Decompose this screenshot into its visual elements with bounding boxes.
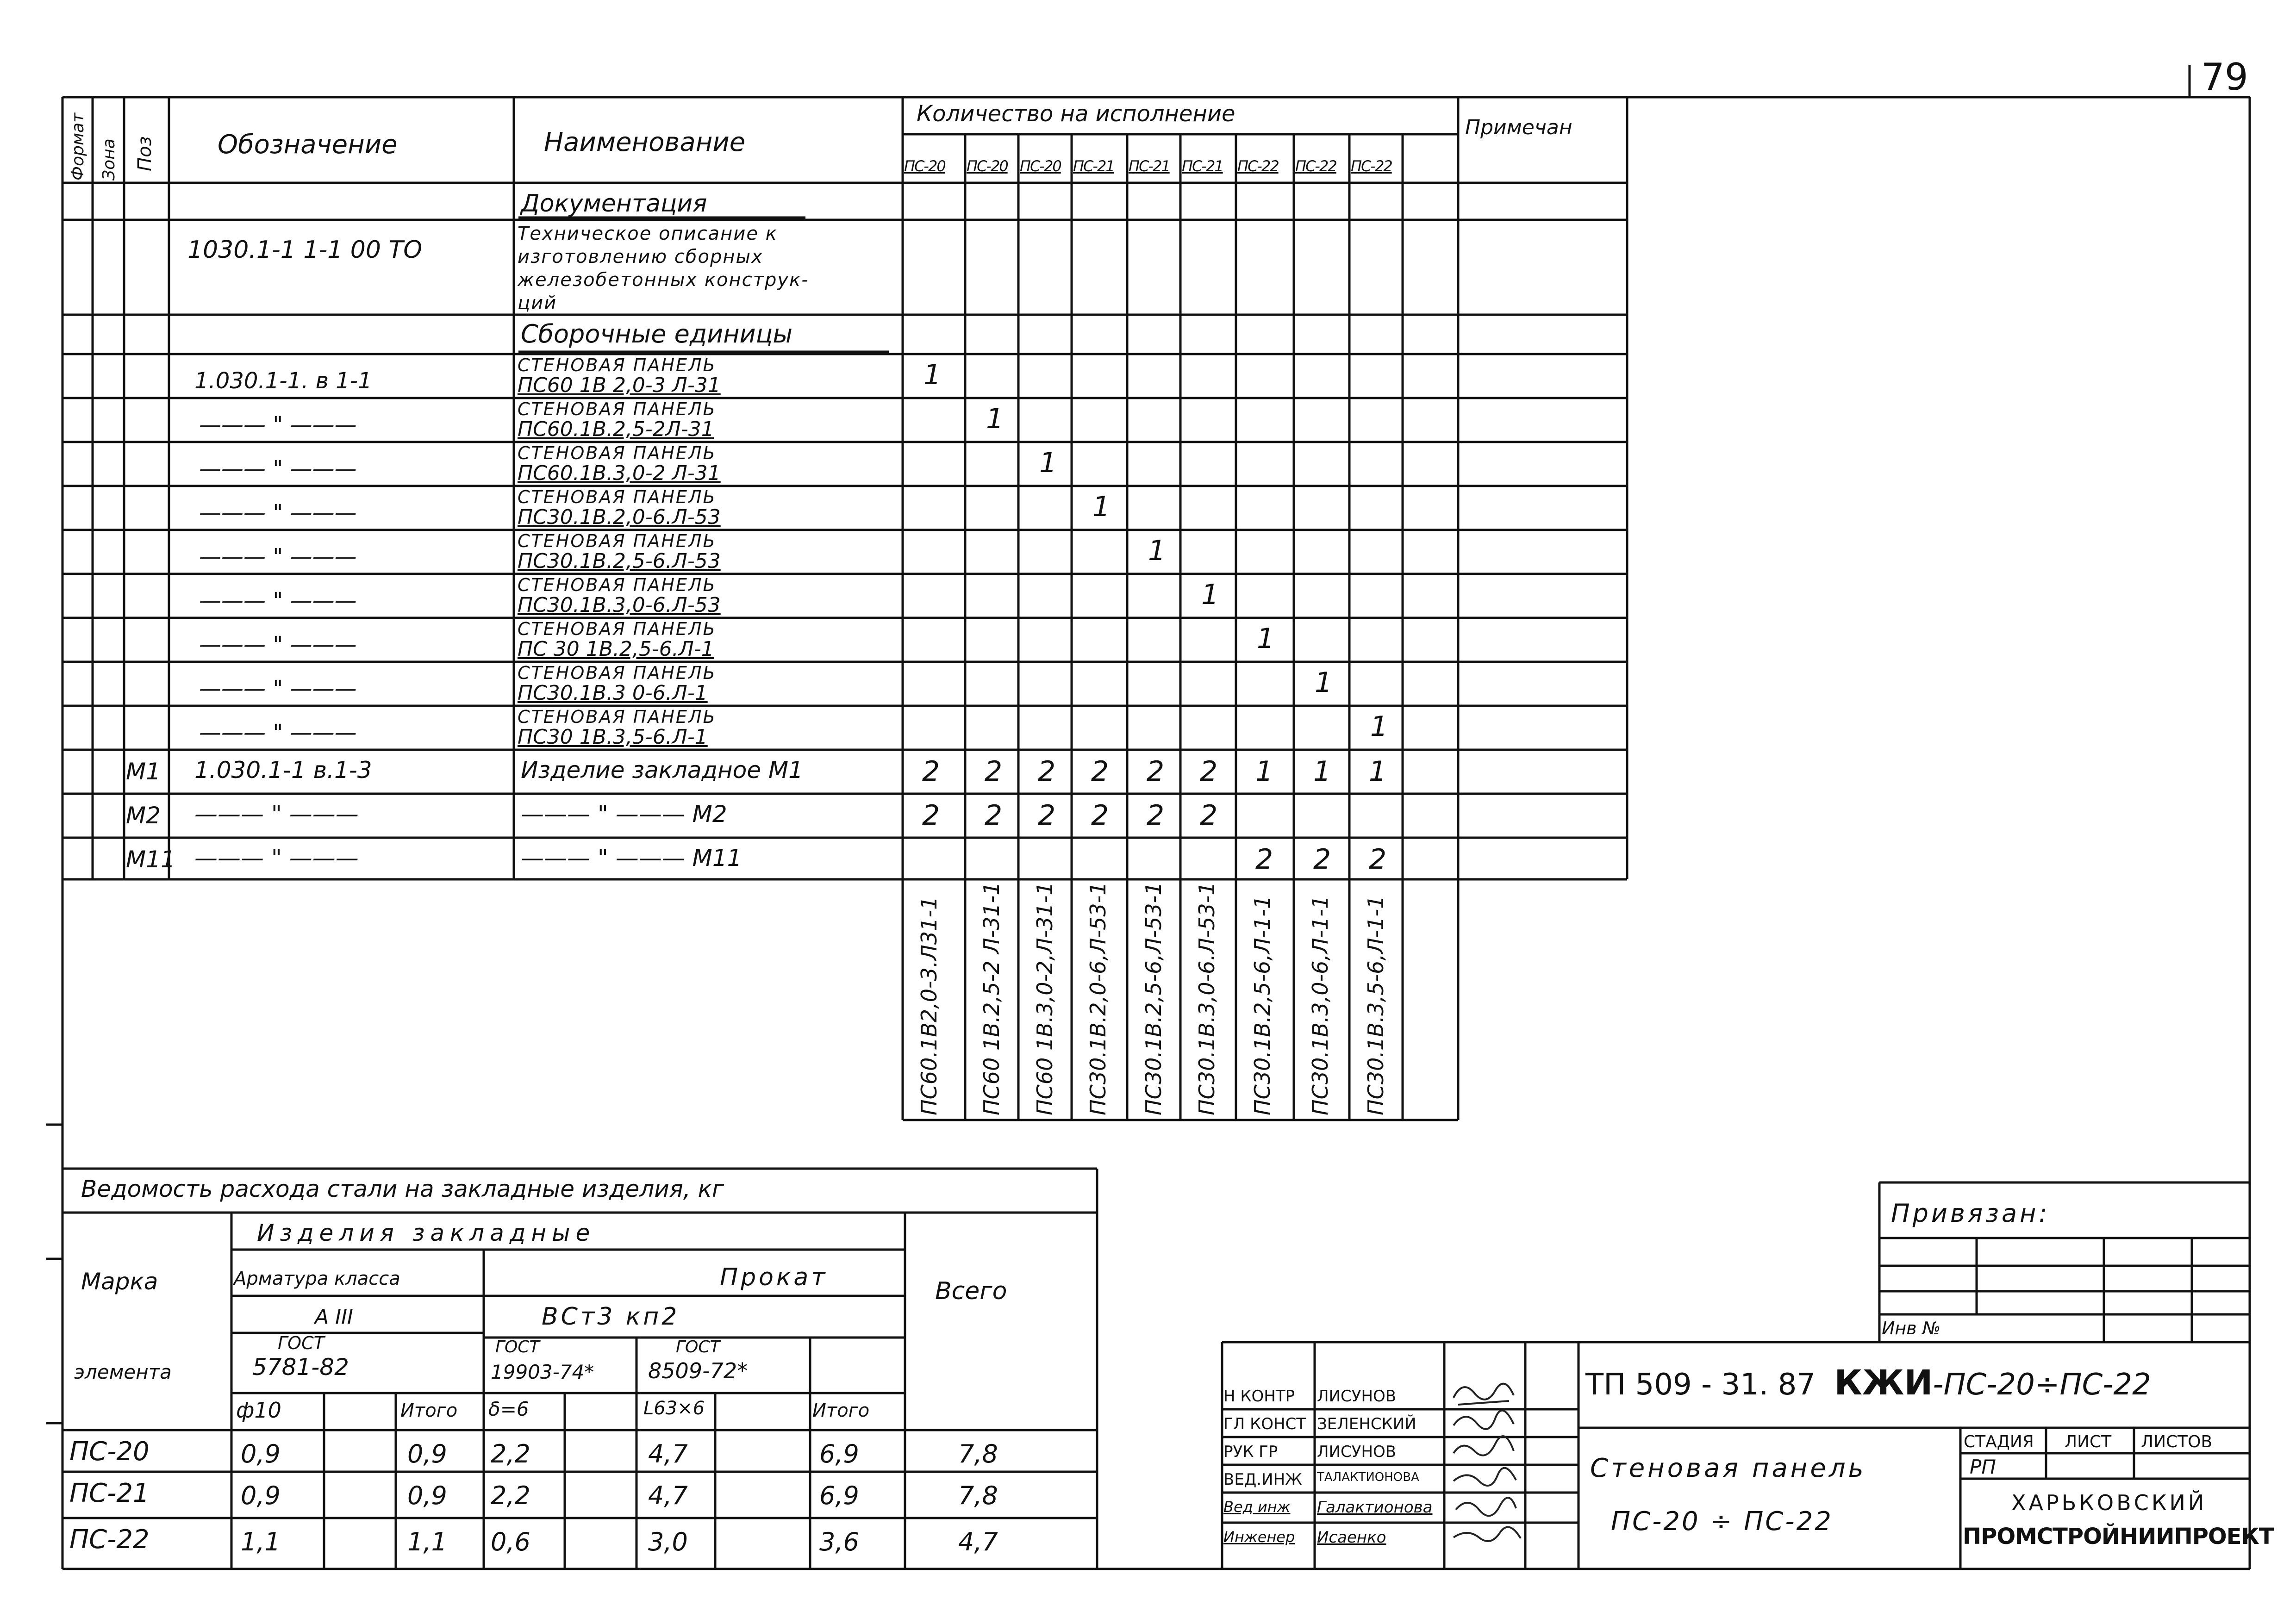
steel-itogo1: 1,1 (407, 1527, 447, 1556)
qty-value: 2 (1038, 799, 1056, 832)
qty-value: 1 (986, 403, 1004, 435)
steel-gost-b1: ГОСТ (676, 1338, 720, 1356)
steel-total: 4,7 (958, 1527, 998, 1556)
embedded-designation: ——— " ——— (194, 845, 359, 871)
org-name1: ХАРЬКОВСКИЙ (2011, 1490, 2207, 1515)
sheets-label: ЛИСТОВ (2141, 1432, 2213, 1451)
qty-value: 1 (923, 359, 942, 391)
variant-mark: ПС30.1В.2,5-6,Л-1-1 (1250, 895, 1275, 1115)
title-name2: ПС-20 ÷ ПС-22 (1611, 1506, 1833, 1537)
signatures (1454, 1384, 1521, 1541)
assembly-name-1: СТЕНОВАЯ ПАНЕЛЬ (518, 707, 717, 727)
qty-value: 2 (1147, 799, 1165, 832)
assembly-name-1: СТЕНОВАЯ ПАНЕЛЬ (518, 663, 717, 683)
role-label: Вед инж (1223, 1498, 1291, 1516)
steel-mark-label: Марка (81, 1268, 158, 1295)
variant-header: ПС-21 (1182, 157, 1223, 175)
title-name1: Стеновая панель (1590, 1453, 1866, 1483)
role-label: РУК ГР (1223, 1443, 1278, 1461)
steel-d6: 2,2 (491, 1481, 530, 1510)
title-code-text: ТП 509 - 31. 87 (1585, 1368, 1816, 1402)
role-name: Галактионова (1317, 1498, 1433, 1517)
steel-d10: 1,1 (241, 1527, 281, 1556)
steel-col-l63: L63×6 (643, 1398, 705, 1419)
steel-mark: ПС-22 (69, 1524, 150, 1555)
variant-header: ПС-22 (1237, 157, 1279, 175)
steel-l63: 4,7 (648, 1481, 688, 1510)
steel-gost-b2: 8509-72* (648, 1358, 748, 1383)
assembly-name-2: ПС60 1В 2,0-3 Л-31 (518, 373, 721, 397)
variant-mark: ПС30.1В.2,0-6,Л-53-1 (1086, 882, 1111, 1115)
variant-mark: ПС30.1В.2,5-6,Л-53-1 (1141, 882, 1166, 1115)
variant-header: ПС-20 (904, 157, 945, 175)
qty-value: 1 (1255, 755, 1273, 788)
header-pos: Поз (134, 136, 156, 171)
assembly-name-2: ПС30.1В.2,5-6.Л-53 (518, 549, 721, 573)
assembly-name-2: ПС30 1В.3,5-6.Л-1 (518, 725, 708, 749)
org-name2: ПРОМСТРОЙНИИПРОЕКТ (1963, 1524, 2274, 1549)
assembly-name-1: СТЕНОВАЯ ПАНЕЛЬ (518, 399, 717, 419)
embedded-pos: М1 (126, 758, 161, 785)
assembly-designation: ——— " ——— (199, 676, 357, 702)
steel-col-d10: ф10 (236, 1398, 281, 1423)
qty-value: 2 (1038, 755, 1056, 788)
role-label: Инженер (1223, 1528, 1295, 1546)
header-format: Формат (69, 112, 87, 180)
assembly-name-1: СТЕНОВАЯ ПАНЕЛЬ (518, 531, 717, 551)
qty-value: 1 (1092, 491, 1111, 523)
steel-itogo2: 6,9 (819, 1439, 859, 1468)
embedded-designation: ——— " ——— (194, 801, 359, 828)
section-documentation: Документация (521, 190, 707, 218)
steel-itogo2: 3,6 (819, 1527, 859, 1556)
header-zone: Зона (100, 138, 119, 180)
embedded-name: ——— " ——— М11 (521, 845, 742, 871)
inv-label: Инв № (1882, 1318, 1941, 1338)
variant-mark: ПС60 1В.3,0-2,Л-31-1 (1032, 882, 1057, 1115)
variant-mark: ПС60.1В2,0-3.Л31-1 (917, 896, 942, 1115)
qty-value: 1 (1257, 622, 1275, 655)
variant-mark: ПС60 1В.2,5-2 Л-31-1 (979, 882, 1004, 1115)
steel-embedded-label: Изделия закладные (257, 1220, 596, 1246)
assembly-designation: ——— " ——— (199, 500, 357, 526)
doc-name-line: ций (518, 292, 557, 314)
assembly-name-2: ПС 30 1В.2,5-6.Л-1 (518, 637, 714, 661)
section-assemblies: Сборочные единицы (521, 319, 793, 348)
header-designation: Обозначение (218, 130, 398, 160)
variant-header: ПС-20 (967, 157, 1008, 175)
qty-value: 1 (1313, 755, 1331, 788)
embedded-pos: М2 (126, 802, 161, 829)
qty-value: 2 (922, 799, 940, 832)
steel-gost-a2: 19903-74* (491, 1361, 594, 1383)
assembly-designation: ——— " ——— (199, 412, 357, 438)
role-name: Исаенко (1317, 1528, 1386, 1547)
qty-value: 2 (1200, 799, 1218, 832)
assembly-name-1: СТЕНОВАЯ ПАНЕЛЬ (518, 487, 717, 507)
variant-header: ПС-21 (1073, 157, 1114, 175)
role-name: ЛИСУНОВ (1317, 1443, 1397, 1461)
steel-l63: 4,7 (648, 1439, 688, 1468)
assembly-name-2: ПС30.1В.2,0-6.Л-53 (518, 505, 721, 529)
assembly-designation: ——— " ——— (199, 456, 357, 482)
steel-rolled-label: Прокат (720, 1263, 828, 1291)
steel-l63: 3,0 (648, 1527, 688, 1556)
steel-col-d6: δ=6 (488, 1398, 529, 1420)
role-label: Н КОНТР (1223, 1387, 1295, 1406)
qty-value: 2 (1147, 755, 1165, 788)
assembly-name-1: СТЕНОВАЯ ПАНЕЛЬ (518, 619, 717, 639)
embedded-pos: М11 (126, 846, 175, 873)
doc-designation: 1030.1-1 1-1 00 ТО (187, 236, 423, 264)
header-quantity: Количество на исполнение (917, 101, 1235, 127)
steel-d10: 0,9 (241, 1439, 281, 1468)
steel-total: 7,8 (958, 1439, 998, 1468)
steel-rolled-grade: ВСт3 кп2 (542, 1303, 680, 1331)
qty-value: 2 (1313, 843, 1331, 876)
qty-value: 1 (1201, 579, 1219, 611)
steel-rebar-gost2: 5781-82 (252, 1354, 349, 1381)
embedded-name: Изделие закладное М1 (521, 757, 803, 784)
steel-rebar-label: Арматура класса (234, 1268, 400, 1289)
embedded-name: ——— " ——— М2 (521, 801, 727, 828)
embedded-designation: 1.030.1-1 в.1-3 (194, 757, 372, 784)
steel-itogo2: 6,9 (819, 1481, 859, 1510)
assembly-name-2: ПС30.1В.3,0-6.Л-53 (518, 593, 721, 617)
steel-itogo1: 0,9 (407, 1439, 447, 1468)
role-label: ГЛ КОНСТ (1223, 1415, 1306, 1433)
qty-value: 1 (1315, 666, 1333, 699)
assembly-designation: ——— " ——— (199, 544, 357, 570)
role-name: ТАЛАКТИОНОВА (1317, 1470, 1419, 1484)
steel-rebar-gost1: ГОСТ (278, 1333, 324, 1353)
doc-name-line: изготовлению сборных (518, 246, 763, 268)
assembly-designation: ——— " ——— (199, 588, 357, 614)
steel-title: Ведомость расхода стали на закладные изделия, кг (81, 1176, 724, 1202)
variant-mark: ПС30.1В.3,0-6.Л-53-1 (1194, 882, 1219, 1115)
qty-value: 1 (1369, 755, 1387, 788)
steel-total-label: Всего (935, 1277, 1007, 1305)
assembly-designation: 1.030.1-1. в 1-1 (194, 368, 372, 394)
steel-col-itogo1: Итого (400, 1400, 458, 1421)
steel-mark: ПС-21 (69, 1478, 150, 1508)
qty-value: 2 (1200, 755, 1218, 788)
steel-gost-a1: ГОСТ (495, 1338, 540, 1356)
qty-value: 2 (985, 755, 1003, 788)
steel-col-itogo2: Итого (812, 1400, 870, 1421)
variant-header: ПС-22 (1351, 157, 1392, 175)
steel-d6: 0,6 (491, 1527, 530, 1556)
assembly-name-2: ПС60.1В.2,5-2Л-31 (518, 417, 714, 441)
header-note: Примечан (1465, 116, 1572, 139)
binding-label: Привязан: (1891, 1199, 2050, 1228)
variant-header: ПС-20 (1020, 157, 1061, 175)
assembly-name-2: ПС60.1В.3,0-2 Л-31 (518, 461, 721, 485)
qty-value: 1 (1039, 447, 1057, 479)
qty-value: 2 (985, 799, 1003, 832)
sheet-number: 79 (2201, 56, 2248, 99)
variant-mark: ПС30.1В.3,5-6,Л-1-1 (1363, 895, 1388, 1115)
assembly-name-1: СТЕНОВАЯ ПАНЕЛЬ (518, 443, 717, 463)
assembly-name-1: СТЕНОВАЯ ПАНЕЛЬ (518, 355, 717, 375)
assembly-name-2: ПС30.1В.3 0-6.Л-1 (518, 681, 708, 705)
variant-header: ПС-21 (1129, 157, 1170, 175)
assembly-name-1: СТЕНОВАЯ ПАНЕЛЬ (518, 575, 717, 595)
role-name: ЛИСУНОВ (1317, 1387, 1397, 1406)
qty-value: 2 (1369, 843, 1387, 876)
assembly-designation: ——— " ——— (199, 632, 357, 658)
steel-itogo1: 0,9 (407, 1481, 447, 1510)
steel-total: 7,8 (958, 1481, 998, 1510)
steel-d10: 0,9 (241, 1481, 281, 1510)
variant-header: ПС-22 (1295, 157, 1336, 175)
doc-name-line: железобетонных конструк- (518, 269, 809, 291)
steel-d6: 2,2 (491, 1439, 530, 1468)
title-range: -ПС-20÷ПС-22 (1933, 1368, 2151, 1402)
role-name: ЗЕЛЕНСКИЙ (1317, 1415, 1416, 1433)
qty-value: 2 (1255, 843, 1273, 876)
stage-label: СТАДИЯ (1964, 1432, 2034, 1451)
title-doc: КЖИ (1834, 1363, 1933, 1403)
qty-value: 2 (1091, 799, 1109, 832)
variant-mark: ПС30.1В.3,0-6,Л-1-1 (1308, 895, 1333, 1115)
qty-value: 2 (922, 755, 940, 788)
header-name: Наименование (544, 127, 746, 157)
stage-value: РП (1970, 1456, 1996, 1478)
assembly-designation: ——— " ——— (199, 720, 357, 746)
qty-value: 1 (1370, 710, 1388, 743)
steel-mark: ПС-20 (69, 1437, 150, 1467)
doc-name-line: Техническое описание к (518, 223, 778, 244)
steel-rebar-class: А III (315, 1305, 354, 1329)
steel-element-label: элемента (74, 1361, 172, 1383)
sheet-label: ЛИСТ (2065, 1432, 2112, 1451)
title-code (1585, 1363, 2151, 1403)
qty-value: 1 (1148, 535, 1166, 567)
role-label: ВЕД.ИНЖ (1223, 1470, 1302, 1489)
qty-value: 2 (1091, 755, 1109, 788)
